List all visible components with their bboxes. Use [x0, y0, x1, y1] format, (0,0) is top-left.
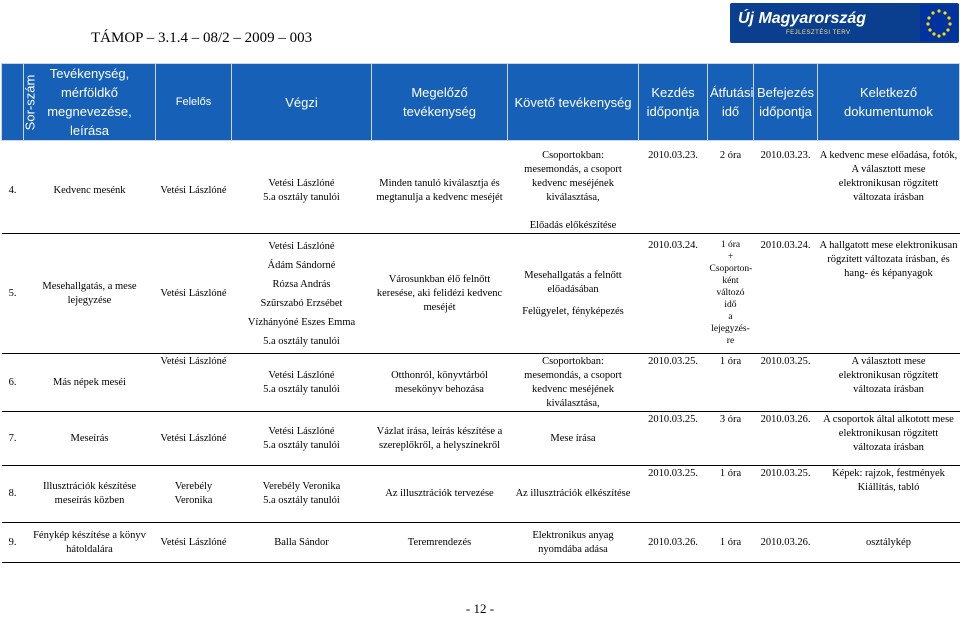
new-hungary-logo	[730, 3, 959, 43]
next-activity-cell: Mese írása	[550, 432, 596, 444]
header-next-activity: Követő tevékenység	[508, 64, 639, 141]
activity-cell: Fénykép készítése a könyv hátoldalára	[33, 529, 146, 555]
performer-cell: Vetési Lászlóné 5.a osztály tanulói	[263, 369, 340, 395]
previous-activity-cell: Az illusztrációk tervezése	[385, 488, 494, 500]
responsible-cell: Vetési Lászlóné	[160, 536, 227, 548]
header-performer: Végzi	[232, 64, 372, 141]
end-date-cell: 2010.03.26.	[760, 414, 811, 425]
performer-cell: Vetési Lászlóné 5.a osztály tanulói	[263, 425, 340, 451]
previous-activity-cell: Otthonról, könyvtárból mesekönyv behozása	[391, 369, 488, 395]
start-date-cell: 2010.03.23.	[648, 150, 698, 161]
performer-cell: Verebély Veronika 5.a osztály tanulói	[262, 481, 341, 507]
header-responsible: Felelős	[156, 64, 232, 141]
documents-cell: A kedvenc mese előadása, fotók, A választott mese elektronikusan rögzített változata írásban	[819, 150, 958, 203]
next-activity-cell: Az illusztrációk elkészítése	[515, 488, 631, 500]
table-header-row	[2, 64, 960, 141]
table-row	[2, 524, 960, 562]
previous-activity-cell: Városunkban élő felnőtt keresése, aki felidézi kedvenc meséjét	[376, 273, 503, 313]
start-date-cell: 2010.03.26.	[648, 536, 698, 548]
row-number: 8.	[8, 488, 17, 500]
table-row	[2, 413, 960, 465]
start-date-cell: 2010.03.25.	[648, 414, 698, 425]
responsible-cell: Vetési Lászlóné	[160, 185, 227, 196]
next-activity-cell: Mesehallgatás a felnőtt előadásában Felügyelet, fényképezés	[522, 269, 624, 317]
header-row-number: Sor-szám	[2, 64, 24, 141]
documents-cell: A hallgatott mese elektronikusan rögzített változata írásban, és hang- és képanyagok	[819, 240, 958, 279]
activity-cell: Kedvenc mesénk	[53, 185, 126, 196]
eu-flag-icon	[920, 5, 958, 41]
next-activity-cell: Csoportokban: mesemondás, a csoport kedvenc meséjének kiválasztása,	[524, 355, 622, 409]
duration-cell: 3 óra	[719, 414, 742, 425]
logo-text: Új Magyarország	[738, 10, 867, 27]
start-date-cell: 2010.03.25.	[648, 467, 698, 479]
row-number: 4.	[8, 185, 17, 196]
activity-cell: Meseírás	[70, 432, 109, 444]
responsible-cell: Vetési Lászlóné	[160, 432, 227, 444]
end-date-cell: 2010.03.26.	[760, 536, 811, 548]
previous-activity-cell: Minden tanuló kiválasztja és megtanulja a kedvenc meséjét	[376, 178, 503, 203]
documents-cell: A választott mese elektronikusan rögzített változata írásban	[838, 355, 939, 395]
performer-cell: Balla Sándor	[274, 536, 329, 548]
page-number: - 12 -	[465, 601, 495, 616]
document-title: TÁMOP – 3.1.4 – 08/2 – 2009 – 003	[91, 30, 313, 46]
documents-cell: osztálykép	[866, 536, 911, 548]
duration-cell: 2 óra	[719, 150, 742, 161]
header-end-date: Befejezés időpontja	[754, 64, 818, 141]
end-date-cell: 2010.03.23.	[760, 150, 811, 161]
header-previous-activity: Megelőző tevékenység	[372, 64, 508, 141]
responsible-cell: Verebély Veronika	[174, 481, 213, 507]
next-activity-cell: Csoportokban: mesemondás, a csoport kedvenc meséjének kiválasztása, Előadás előkészítése	[524, 150, 622, 231]
start-date-cell: 2010.03.25.	[648, 355, 698, 367]
activity-cell: Illusztrációk készítése meseírás közben	[42, 481, 136, 507]
responsible-cell: Vetési Lászlóné	[160, 287, 227, 299]
previous-activity-cell: Vázlat írása, leírás készítése a szereplőkről, a helyszínekről	[376, 425, 503, 451]
documents-cell: A csoportok által alkotott mese elektronikusan rögzített változata írásban	[823, 414, 954, 453]
documents-cell: Képek: rajzok, festmények Kiállítás, tabló	[832, 467, 945, 493]
activity-cell: Más népek meséi	[53, 376, 126, 388]
header-documents: Keletkező dokumentumok	[818, 64, 960, 141]
table-row	[2, 149, 960, 234]
row-number: 7.	[8, 432, 17, 444]
responsible-cell: Vetési Lászlóné	[160, 355, 227, 367]
duration-cell: 1 óra + Csoporton- ként változó idő a lejegyzés- re	[709, 240, 753, 346]
header-duration: Átfutási idő	[708, 64, 754, 141]
logo-subtext: FEJLESZTÉSI TERV	[786, 30, 851, 36]
duration-cell: 1 óra	[719, 467, 742, 479]
row-number: 6.	[8, 376, 17, 388]
activity-cell: Mesehallgatás, a mese lejegyzése	[42, 280, 137, 306]
duration-cell: 1 óra	[719, 536, 742, 548]
duration-cell: 1 óra	[719, 355, 742, 367]
previous-activity-cell: Teremrendezés	[407, 536, 472, 548]
performer-cell: Vetési Lászlóné 5.a osztály tanulói	[263, 178, 340, 203]
row-number: 9.	[8, 536, 17, 548]
start-date-cell: 2010.03.24.	[648, 240, 698, 251]
end-date-cell: 2010.03.25.	[760, 467, 811, 479]
row-number: 5.	[8, 287, 17, 299]
activity-schedule-table	[1, 63, 960, 564]
table-row	[2, 467, 960, 523]
header-activity: Tevékenység, mérföldkő megnevezése, leírása	[24, 64, 156, 141]
header-start-date: Kezdés időpontja	[639, 64, 708, 141]
performer-cell: Vetési Lászlóné Ádám Sándorné Rózsa András Szűrszabó Erzsébet Vízhányóné Eszes Emma 5.a osztály tanulói	[247, 240, 356, 347]
end-date-cell: 2010.03.25.	[760, 355, 811, 367]
end-date-cell: 2010.03.24.	[760, 240, 811, 251]
table-row	[2, 355, 960, 412]
next-activity-cell: Elektronikus anyag nyomdába adása	[532, 529, 614, 555]
table-row	[2, 235, 960, 353]
